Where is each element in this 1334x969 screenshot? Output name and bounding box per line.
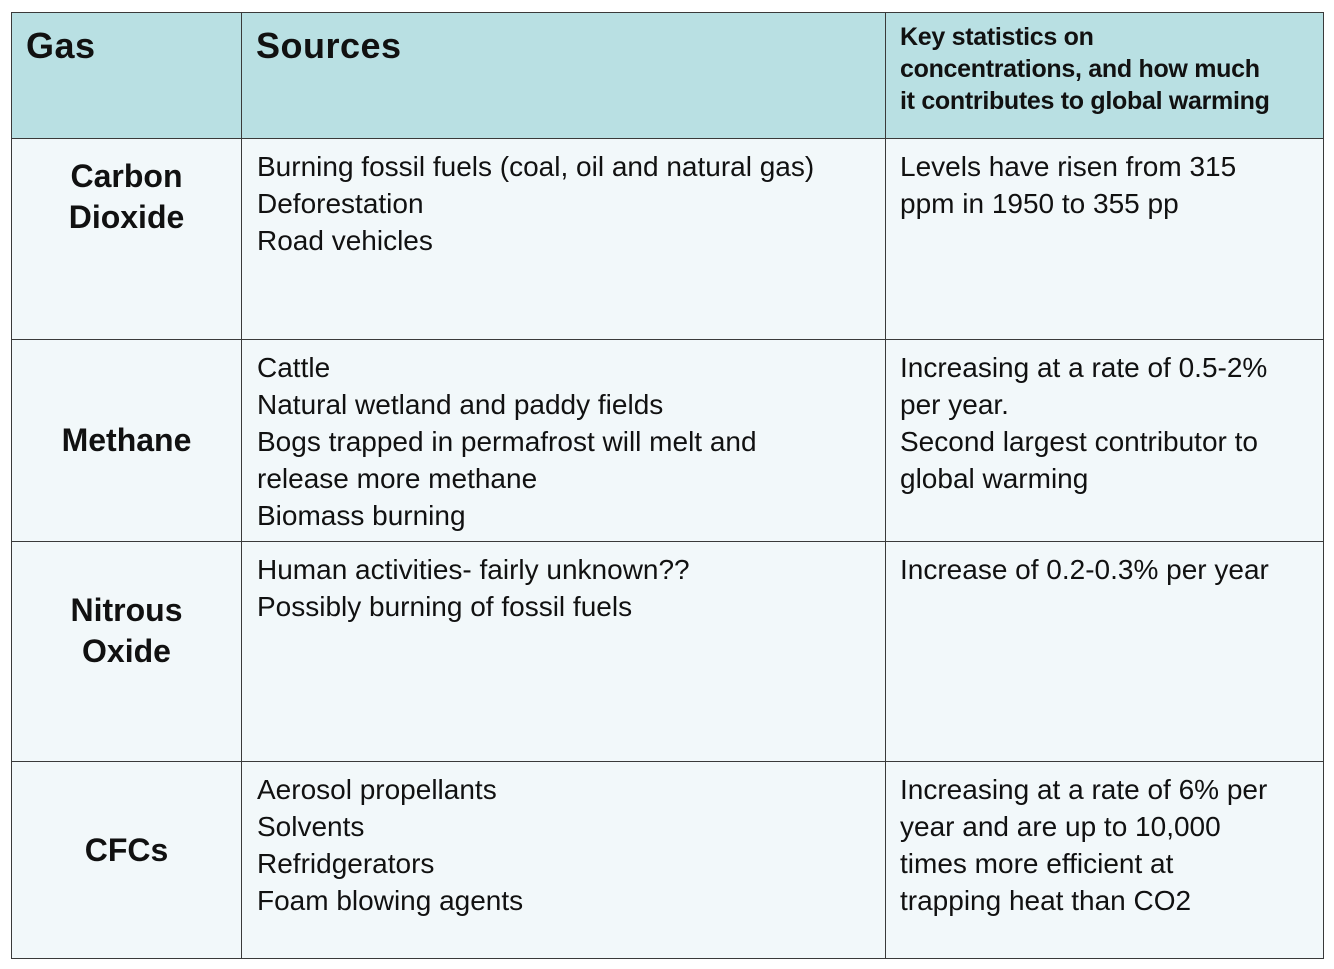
header-key-statistics xyxy=(886,13,1324,139)
table-row xyxy=(12,139,1324,340)
stat-line: trapping heat than CO2 xyxy=(900,885,1192,916)
gas-name: Carbon xyxy=(70,158,183,194)
source-item: Aerosol propellants xyxy=(257,774,497,805)
sources-cell xyxy=(242,340,886,542)
header-sources: Sources xyxy=(242,13,886,139)
header-key-line: concentrations, and how much xyxy=(900,55,1260,83)
gas-name: Methane xyxy=(61,422,192,458)
gas-name-cell xyxy=(12,542,242,762)
header-key-line: Key statistics on xyxy=(900,23,1094,51)
header-gas: Gas xyxy=(12,13,242,139)
source-item: Road vehicles xyxy=(257,225,433,256)
source-item: Solvents xyxy=(257,811,365,842)
source-item: Burning fossil fuels (coal, oil and natural gas) xyxy=(257,151,815,182)
gas-name: Dioxide xyxy=(68,199,185,235)
stat-line: Increasing at a rate of 0.5-2% xyxy=(900,352,1268,383)
gas-name-cell xyxy=(12,762,242,959)
statistics-cell xyxy=(886,139,1324,340)
source-item: Natural wetland and paddy fields xyxy=(257,389,664,420)
statistics-cell xyxy=(886,542,1324,762)
sources-cell xyxy=(242,139,886,340)
stat-line: ppm in 1950 to 355 pp xyxy=(900,188,1179,219)
stat-line: year and are up to 10,000 xyxy=(900,811,1221,842)
stat-line: Second largest contributor to xyxy=(900,426,1258,457)
source-item: Deforestation xyxy=(257,188,424,219)
stat-line: global warming xyxy=(900,463,1089,494)
greenhouse-gas-table xyxy=(11,12,1324,959)
source-item: Bogs trapped in permafrost will melt and xyxy=(257,426,757,457)
sources-cell xyxy=(242,542,886,762)
table-row xyxy=(12,542,1324,762)
stat-line: Increasing at a rate of 6% per xyxy=(900,774,1268,805)
stat-line: per year. xyxy=(900,389,1009,420)
gas-name-cell xyxy=(12,139,242,340)
stat-line: Increase of 0.2-0.3% per year xyxy=(900,554,1269,585)
gas-name-cell xyxy=(12,340,242,542)
sources-cell xyxy=(242,762,886,959)
gas-name: CFCs xyxy=(84,831,169,868)
header-key-line: it contributes to global warming xyxy=(900,87,1270,115)
source-item: Refridgerators xyxy=(257,848,435,879)
stat-line: times more efficient at xyxy=(900,848,1174,879)
source-item: Biomass burning xyxy=(257,500,466,531)
gas-name: Oxide xyxy=(82,633,171,669)
table-header-row xyxy=(12,13,1324,139)
stat-line: Levels have risen from 315 xyxy=(900,151,1237,182)
source-item: Cattle xyxy=(257,352,331,383)
table-row xyxy=(12,340,1324,542)
table-row xyxy=(12,762,1324,959)
source-item: Foam blowing agents xyxy=(257,885,524,916)
statistics-cell xyxy=(886,762,1324,959)
source-item: Possibly burning of fossil fuels xyxy=(257,591,633,622)
source-item: Human activities- fairly unknown?? xyxy=(257,554,690,585)
source-item: release more methane xyxy=(257,463,538,494)
gas-name: Nitrous xyxy=(70,592,183,628)
statistics-cell xyxy=(886,340,1324,542)
